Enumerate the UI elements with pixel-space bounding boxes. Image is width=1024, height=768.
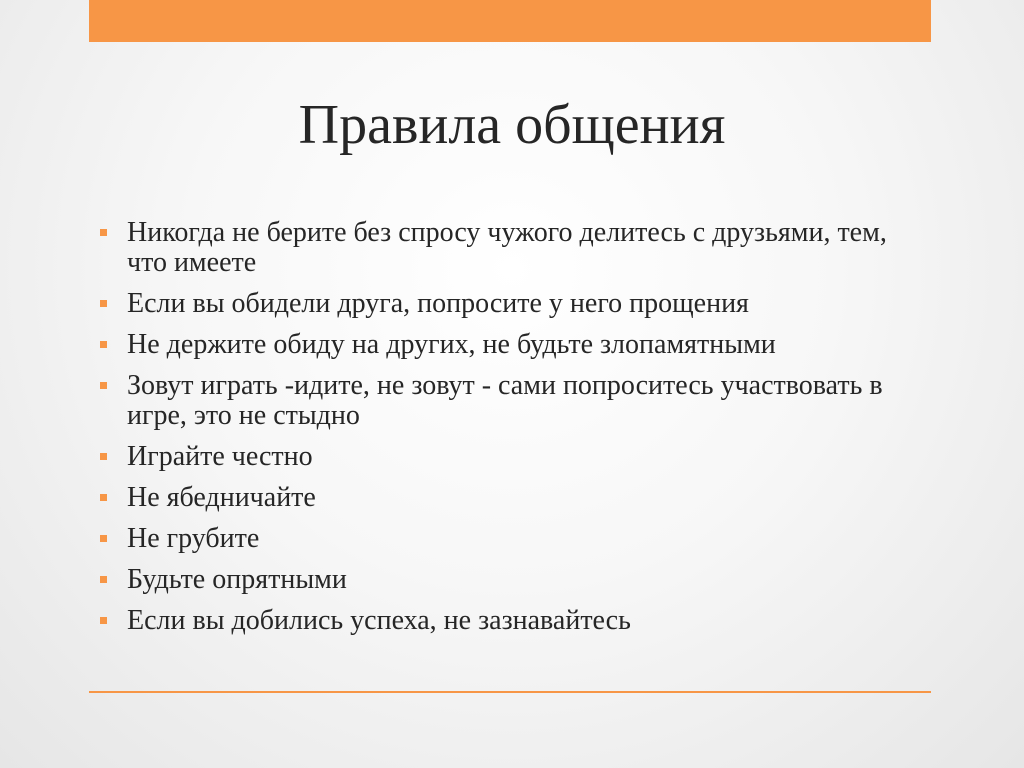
square-bullet-icon (100, 617, 107, 624)
bullet-text: Если вы обидели друга, попросите у него прощения (127, 288, 749, 319)
square-bullet-icon (100, 576, 107, 583)
bullet-item (96, 442, 916, 472)
bullet-text: Никогда не берите без спросу чужого делитесь с друзьями, тем, что имеете (127, 217, 887, 278)
bullet-item (96, 524, 916, 554)
bullet-item (96, 330, 916, 360)
square-bullet-icon (100, 229, 107, 236)
bullet-text: Не держите обиду на других, не будьте злопамятными (127, 329, 776, 360)
bullet-text: Не грубите (127, 523, 260, 554)
square-bullet-icon (100, 300, 107, 307)
square-bullet-icon (100, 494, 107, 501)
bullet-text: Зовут играть -идите, не зовут - сами попроситесь участвовать в игре, это не стыдно (127, 370, 883, 431)
bullet-item (96, 606, 916, 636)
slide-title: Правила общения (298, 94, 726, 156)
bullet-item (96, 218, 916, 278)
bullet-item (96, 483, 916, 513)
top-accent-bar (89, 0, 931, 42)
bullet-text: Играйте честно (127, 441, 313, 472)
square-bullet-icon (100, 453, 107, 460)
bullet-item (96, 565, 916, 595)
square-bullet-icon (100, 341, 107, 348)
bullet-item (96, 289, 916, 319)
square-bullet-icon (100, 535, 107, 542)
bullet-item (96, 371, 916, 431)
bullet-text: Будьте опрятными (127, 564, 347, 595)
square-bullet-icon (100, 382, 107, 389)
bullet-text: Не ябедничайте (127, 482, 316, 513)
bullet-text: Если вы добились успеха, не зазнавайтесь (127, 605, 631, 636)
bottom-accent-line (89, 691, 931, 693)
bullet-list (96, 218, 916, 647)
